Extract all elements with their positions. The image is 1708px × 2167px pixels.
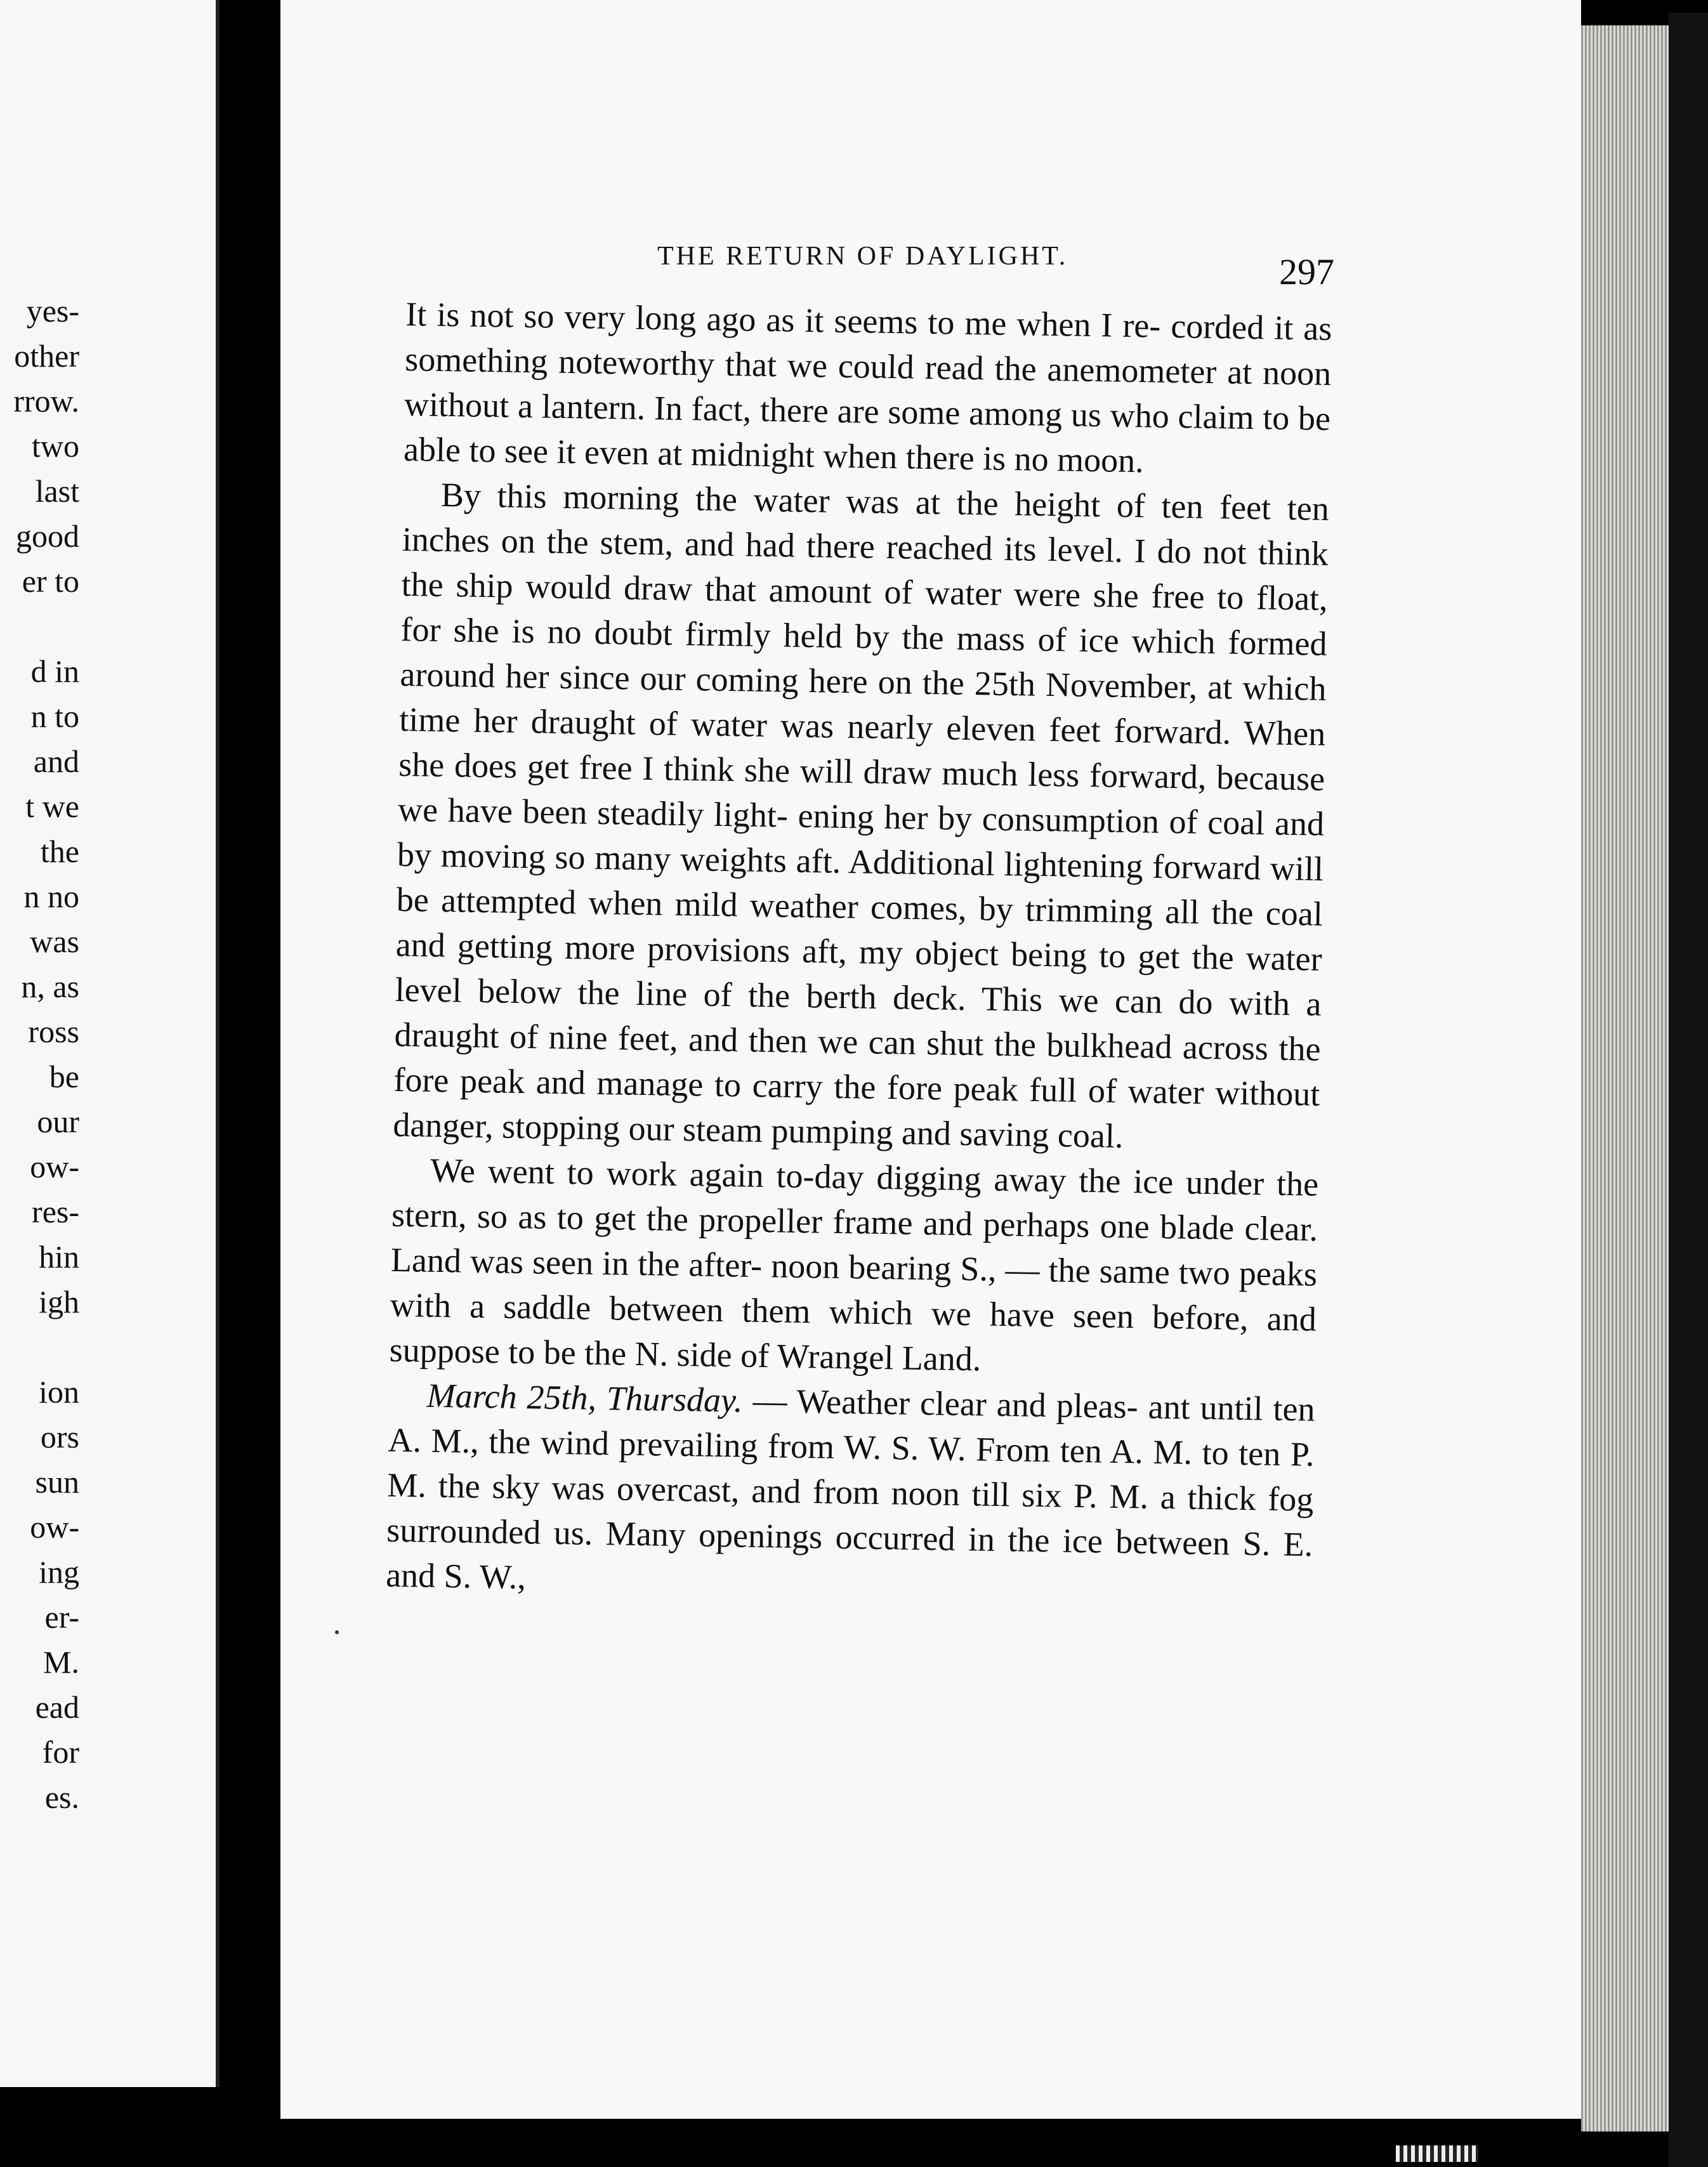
fragment: n, as bbox=[21, 969, 79, 1004]
fragment: igh bbox=[39, 1284, 79, 1319]
text-line: the anemometer at noon without a lantern. In fact, bbox=[404, 349, 1332, 429]
fragment: hin bbox=[39, 1239, 79, 1274]
fragment: yes- bbox=[26, 293, 79, 329]
text-line: under the stern, so as to get the propeller frame and bbox=[391, 1163, 1319, 1243]
previous-page bbox=[0, 0, 220, 2087]
text-line: many weights aft. Additional lightening forward will bbox=[594, 838, 1324, 888]
text-line: even at midnight when there is no moon. bbox=[584, 433, 1145, 480]
text-line: to be the N. side of Wrangel Land. bbox=[508, 1332, 982, 1378]
fragment: n to bbox=[30, 698, 79, 734]
text-line: ant until ten A. M., the wind prevailing from W. S. W. bbox=[388, 1387, 1315, 1469]
text-line: be attempted when mild weather comes, by trimming bbox=[396, 880, 1153, 931]
page-shadow bbox=[1669, 13, 1708, 2167]
fragment: ross bbox=[28, 1014, 79, 1049]
text-line: level. I do not think the ship would draw that amount bbox=[401, 530, 1329, 611]
fragment: t we bbox=[25, 789, 79, 824]
text-line: danger, stopping our steam pumping and saving coal. bbox=[392, 1105, 1124, 1155]
running-head: THE RETURN OF DAYLIGHT. bbox=[657, 242, 1068, 271]
previous-page-line-fragments bbox=[0, 289, 79, 1820]
text-line: ening her by consumption of coal and by moving so bbox=[397, 796, 1325, 877]
fragment: ow- bbox=[30, 1509, 79, 1545]
fragment: es. bbox=[44, 1779, 79, 1815]
fragment: sun bbox=[35, 1464, 79, 1500]
paragraph bbox=[393, 472, 1330, 1162]
text-line: corded it as something noteworthy that we could read bbox=[404, 306, 1332, 388]
text-line: all the coal and getting more provisions aft, my object bbox=[395, 892, 1324, 973]
page-edges bbox=[1581, 25, 1672, 2131]
fragment: for bbox=[42, 1734, 79, 1770]
book-gutter bbox=[220, 0, 280, 2167]
fragment bbox=[0, 1325, 79, 1370]
fragment: was bbox=[30, 924, 79, 959]
text-line: By this morning the water was at the height of ten bbox=[440, 475, 1204, 526]
fragment: ead bbox=[35, 1689, 79, 1725]
fragment bbox=[0, 604, 79, 649]
text-line: from noon till six P. M. a thick fog surrounded us. Many bbox=[386, 1472, 1314, 1554]
text-line: noon bearing S., — the same two peaks with a saddle bbox=[390, 1247, 1318, 1327]
fragment: er- bbox=[44, 1599, 79, 1635]
text-line: We went to work again to-day digging away the ice bbox=[430, 1151, 1174, 1201]
text-line: It is not so very long ago as it seems to me when I re- bbox=[405, 294, 1161, 345]
fragment: ing bbox=[39, 1554, 79, 1590]
text-line: manage to carry the fore peak full of water without bbox=[596, 1063, 1320, 1113]
text-line: there are some among us who claim to be able to see it bbox=[403, 390, 1331, 471]
text-line: deck. This we can do with a draught of nine feet, and bbox=[394, 978, 1322, 1059]
text-line: much less forward, because we have been steadily light- bbox=[397, 754, 1325, 835]
fragment: two bbox=[32, 428, 79, 464]
fragment: n no bbox=[23, 879, 79, 914]
body-text bbox=[386, 292, 1332, 1613]
fragment: ors bbox=[40, 1419, 79, 1455]
text-line: perhaps one blade clear. Land was seen in the after- bbox=[390, 1205, 1318, 1285]
fragment: and bbox=[33, 743, 79, 779]
page-number: 297 bbox=[1279, 251, 1334, 292]
fragment: er to bbox=[22, 563, 79, 599]
fragment: d in bbox=[30, 653, 79, 689]
fragment: last bbox=[35, 473, 79, 509]
paragraph bbox=[386, 1373, 1315, 1613]
text-line: of water were she free to float, for she is no doubt bbox=[400, 572, 1329, 653]
fragment: res- bbox=[32, 1194, 79, 1229]
text-line: her since our coming here on the 25th November, at bbox=[505, 657, 1233, 707]
margin-speck bbox=[335, 1630, 339, 1634]
fragment: ion bbox=[39, 1374, 79, 1410]
text-line: between them which we have seen before, and suppose bbox=[389, 1289, 1317, 1371]
fragment: M. bbox=[43, 1644, 79, 1680]
text-line: From ten A. M. to ten P. M. the sky was overcast, and bbox=[386, 1430, 1315, 1511]
diary-date: March 25th, Thursday. bbox=[426, 1376, 744, 1420]
scan-target-strip bbox=[1396, 2145, 1478, 2162]
fragment: good bbox=[16, 518, 79, 554]
fragment: rrow. bbox=[13, 383, 79, 419]
text-line: — Weather clear and pleas- bbox=[742, 1381, 1139, 1426]
text-line: openings occurred in the ice between S. E. and S. W., bbox=[385, 1516, 1313, 1597]
fragment: be bbox=[49, 1059, 79, 1094]
text-line: feet ten inches on the stem, and had there reached its bbox=[402, 488, 1330, 568]
paragraph bbox=[389, 1148, 1318, 1387]
text-line: which time her draught of water was nearly eleven feet bbox=[398, 668, 1327, 750]
text-line: being to get the water level below the line of the berth bbox=[395, 935, 1323, 1016]
fragment: other bbox=[14, 338, 79, 374]
fragment: the bbox=[40, 834, 79, 869]
fragment: our bbox=[37, 1104, 79, 1139]
paragraph bbox=[404, 292, 1332, 487]
text-line: firmly held by the mass of ice which formed around bbox=[400, 614, 1327, 695]
text-line: then we can shut the bulkhead across the fore peak and bbox=[393, 1021, 1321, 1102]
fragment: ow- bbox=[30, 1149, 79, 1184]
text-line: forward. When she does get free I think she will draw bbox=[398, 711, 1326, 792]
